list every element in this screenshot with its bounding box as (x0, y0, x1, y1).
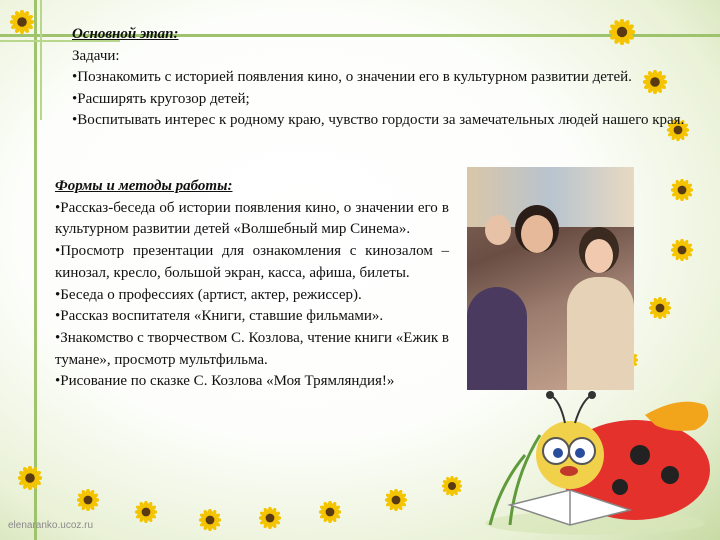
task-item: •Расширять кругозор детей; (72, 90, 250, 107)
frame-line-vertical (34, 0, 37, 540)
sunflower-icon (18, 466, 42, 490)
sunflower-icon (385, 489, 407, 511)
method-item: •Рисование по сказке С. Козлова «Моя Трямляндия!» (55, 373, 395, 390)
ladybug-reading-icon (470, 375, 720, 540)
sunflower-icon (649, 297, 671, 319)
tasks-label: Задачи: (72, 47, 120, 64)
sunflower-icon (77, 489, 99, 511)
frame-line-vertical-inner (40, 0, 42, 120)
sunflower-icon (135, 501, 157, 523)
method-item: •Знакомство с творчеством С. Козлова, чтение книги «Ежик в тумане», просмотр мультфильма. (55, 329, 449, 368)
method-item: •Беседа о профессиях (артист, актер, режиссер). (55, 286, 362, 303)
sunflower-icon (199, 509, 221, 531)
sunflower-icon (671, 239, 693, 261)
main-stage-heading: Основной этап: (72, 26, 179, 42)
sunflower-icon (671, 179, 693, 201)
main-stage-block (72, 24, 712, 132)
sunflower-icon (259, 507, 281, 529)
method-item: •Рассказ-беседа об истории появления кино, о значении его в культурном развитии детей «Волшебный мир Синема». (55, 199, 449, 238)
sunflower-icon (319, 501, 341, 523)
method-item: •Рассказ воспитателя «Книги, ставшие фильмами». (55, 308, 384, 325)
method-item: •Просмотр презентации для ознакомления с кинозалом – кинозал, кресло, большой экран, касса, афиша, билеты. (55, 243, 449, 281)
classroom-photo (467, 167, 634, 390)
task-item: •Воспитывать интерес к родному краю, чувство гордости за замечательных людей нашего края. (72, 112, 685, 128)
watermark: elenaranko.ucoz.ru (8, 520, 94, 531)
sunflower-icon (442, 476, 462, 496)
methods-heading: Формы и методы работы: (55, 178, 233, 194)
task-item: •Познакомить с историей появления кино, о значении его в культурном развитии детей. (72, 69, 632, 85)
methods-block (55, 176, 449, 393)
sunflower-icon (10, 10, 34, 34)
